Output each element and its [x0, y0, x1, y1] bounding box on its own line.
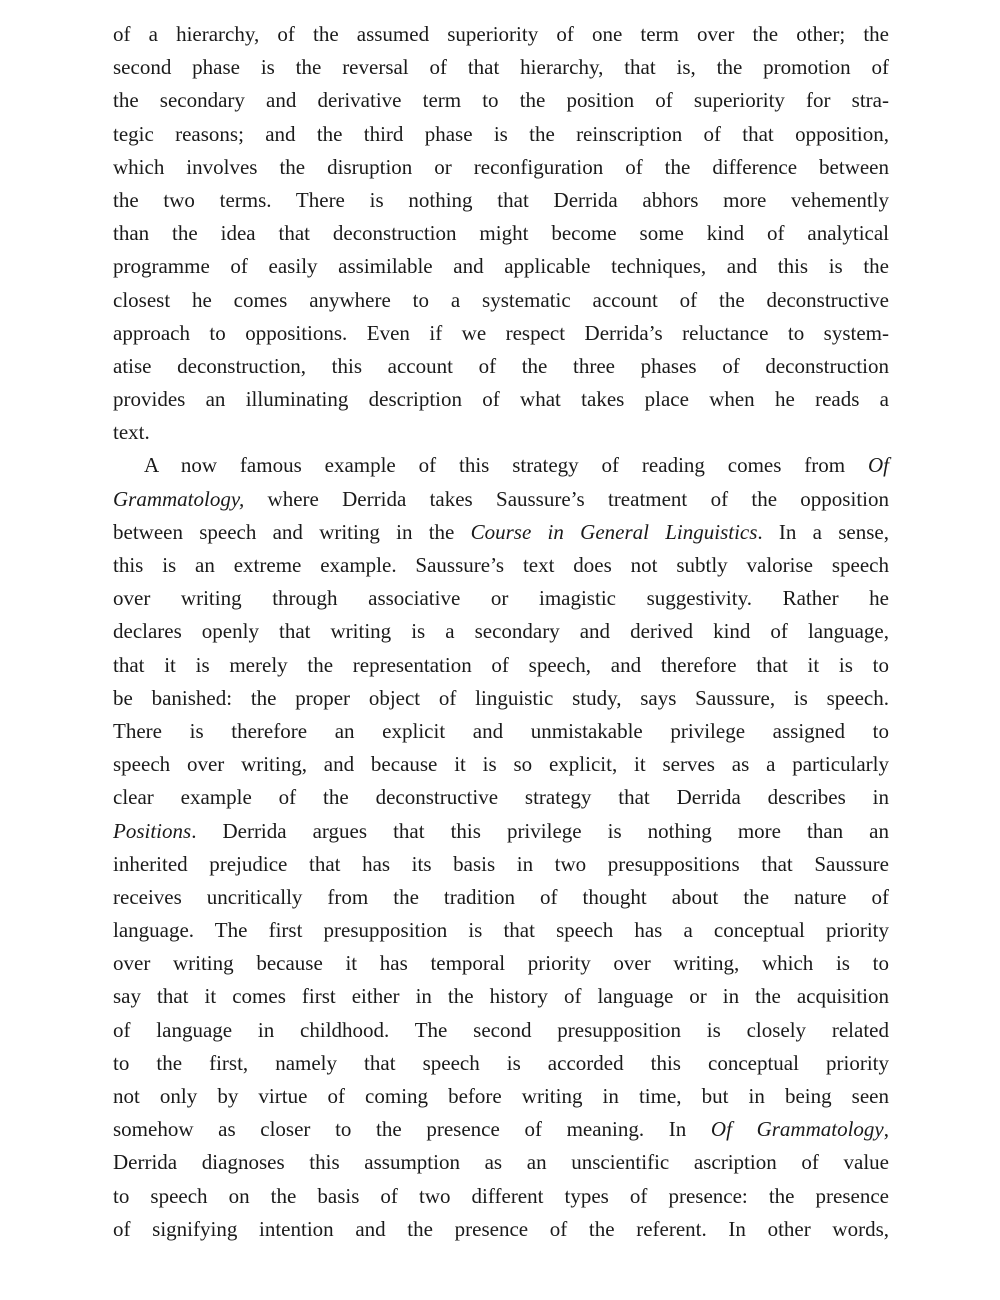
text-segment: ,: [883, 1117, 889, 1142]
text-line: [113, 1146, 889, 1179]
text-segment: the two terms. There is nothing that Derrida abhors more vehemently: [113, 187, 889, 212]
text-segment: approach to oppositions. Even if we respect Derrida’s reluctance to system-: [113, 320, 889, 345]
text-segment: of a hierarchy, of the assumed superiority of one term over the other; the: [113, 22, 889, 46]
text-segment: where Derrida takes Saussure’s treatment of the opposition: [244, 486, 889, 511]
text-line: [113, 549, 889, 582]
text-line: [113, 516, 889, 549]
text-segment: closest he comes anywhere to a systematic account of the deconstructive: [113, 287, 889, 312]
text-segment: over writing because it has temporal priority over writing, which is to: [113, 951, 889, 976]
text-segment: clear example of the deconstructive strategy that Derrida describes in: [113, 785, 889, 810]
text-line: [113, 781, 889, 814]
text-line: [113, 947, 889, 980]
italic-text-segment: Of Grammatology: [710, 1117, 884, 1142]
text-line: [113, 980, 889, 1013]
text-line: [113, 84, 889, 117]
text-segment: of signifying intention and the presence of the referent. In other words,: [113, 1216, 889, 1241]
text-segment: the secondary and derivative term to the position of superiority for stra-: [113, 88, 889, 113]
text-line: [113, 250, 889, 283]
text-line: [113, 914, 889, 947]
text-segment: be banished: the proper object of linguistic study, says Saussure, is speech.: [113, 685, 889, 710]
text-segment: between speech and writing in the: [113, 519, 471, 544]
italic-text-segment: Grammatology,: [113, 486, 245, 511]
text-line: [113, 848, 889, 881]
italic-text-segment: Of: [868, 453, 889, 478]
text-segment: inherited prejudice that has its basis in two presuppositions that Saussure: [113, 851, 889, 876]
text-line: [113, 1014, 889, 1047]
text-segment: . In a sense,: [757, 519, 889, 544]
text-line: [113, 582, 889, 615]
text-segment: to speech on the basis of two different types of presence: the presence: [113, 1183, 889, 1208]
text-segment: over writing through associative or imagistic suggestivity. Rather he: [113, 586, 889, 611]
text-segment: not only by virtue of coming before writing in time, but in being seen: [113, 1084, 889, 1108]
text-segment: which involves the disruption or reconfiguration of the difference between: [113, 154, 889, 179]
text-segment: to the first, namely that speech is accorded this conceptual priority: [113, 1050, 889, 1075]
text-segment: somehow as closer to the presence of meaning. In: [113, 1117, 711, 1142]
text-segment: language. The first presupposition is that speech has a conceptual priority: [113, 918, 889, 943]
text-segment: say that it comes first either in the history of language or in the acquisition: [113, 984, 889, 1009]
text-segment: second phase is the reversal of that hierarchy, that is, the promotion of: [113, 55, 889, 80]
text-segment: atise deconstruction, this account of the three phases of deconstruction: [113, 353, 889, 378]
italic-text-segment: Positions: [113, 818, 192, 843]
text-line: [113, 1080, 889, 1113]
text-segment: declares openly that writing is a secondary and derived kind of language,: [113, 619, 889, 644]
text-line: [113, 184, 889, 217]
text-segment: provides an illuminating description of what takes place when he reads a: [113, 387, 889, 412]
text-line: [113, 317, 889, 350]
text-segment: There is therefore an explicit and unmistakable privilege assigned to: [113, 718, 889, 743]
text-segment: tegic reasons; and the third phase is the reinscription of that opposition,: [113, 121, 889, 146]
text-line: [113, 449, 889, 482]
text-line: [113, 51, 889, 84]
text-line: [113, 748, 889, 781]
text-line: [113, 1047, 889, 1080]
italic-text-segment: Course in General Linguistics: [470, 519, 758, 544]
text-line: [113, 881, 889, 914]
text-segment: Derrida diagnoses this assumption as an unscientific ascription of value: [113, 1150, 889, 1175]
text-segment: A now famous example of this strategy of reading comes from: [144, 453, 868, 478]
text-block: [113, 18, 889, 1246]
text-line: [113, 416, 889, 449]
text-line: [113, 1213, 889, 1246]
text-segment: text.: [113, 420, 150, 445]
text-segment: this is an extreme example. Saussure’s text does not subtly valorise speech: [113, 553, 889, 577]
text-line: [113, 715, 889, 748]
text-line: [113, 682, 889, 715]
text-line: [113, 649, 889, 682]
text-segment: that it is merely the representation of speech, and therefore that it is to: [113, 652, 889, 677]
text-line: [113, 284, 889, 317]
text-line: [113, 383, 889, 416]
text-line: [113, 217, 889, 250]
text-segment: programme of easily assimilable and applicable techniques, and this is the: [113, 254, 889, 279]
text-line: [113, 118, 889, 151]
text-segment: receives uncritically from the tradition of thought about the nature of: [113, 884, 889, 909]
text-line: [113, 350, 889, 383]
text-segment: of language in childhood. The second presupposition is closely related: [113, 1017, 889, 1042]
text-line: [113, 815, 889, 848]
text-line: [113, 151, 889, 184]
text-line: [113, 483, 889, 516]
text-segment: speech over writing, and because it is so explicit, it serves as a particularly: [113, 752, 889, 777]
text-line: [113, 615, 889, 648]
text-segment: . Derrida argues that this privilege is nothing more than an: [191, 818, 889, 843]
text-line: [113, 1113, 889, 1146]
text-line: [113, 1180, 889, 1213]
text-line: [113, 18, 889, 51]
text-segment: than the idea that deconstruction might become some kind of analytical: [113, 221, 889, 246]
